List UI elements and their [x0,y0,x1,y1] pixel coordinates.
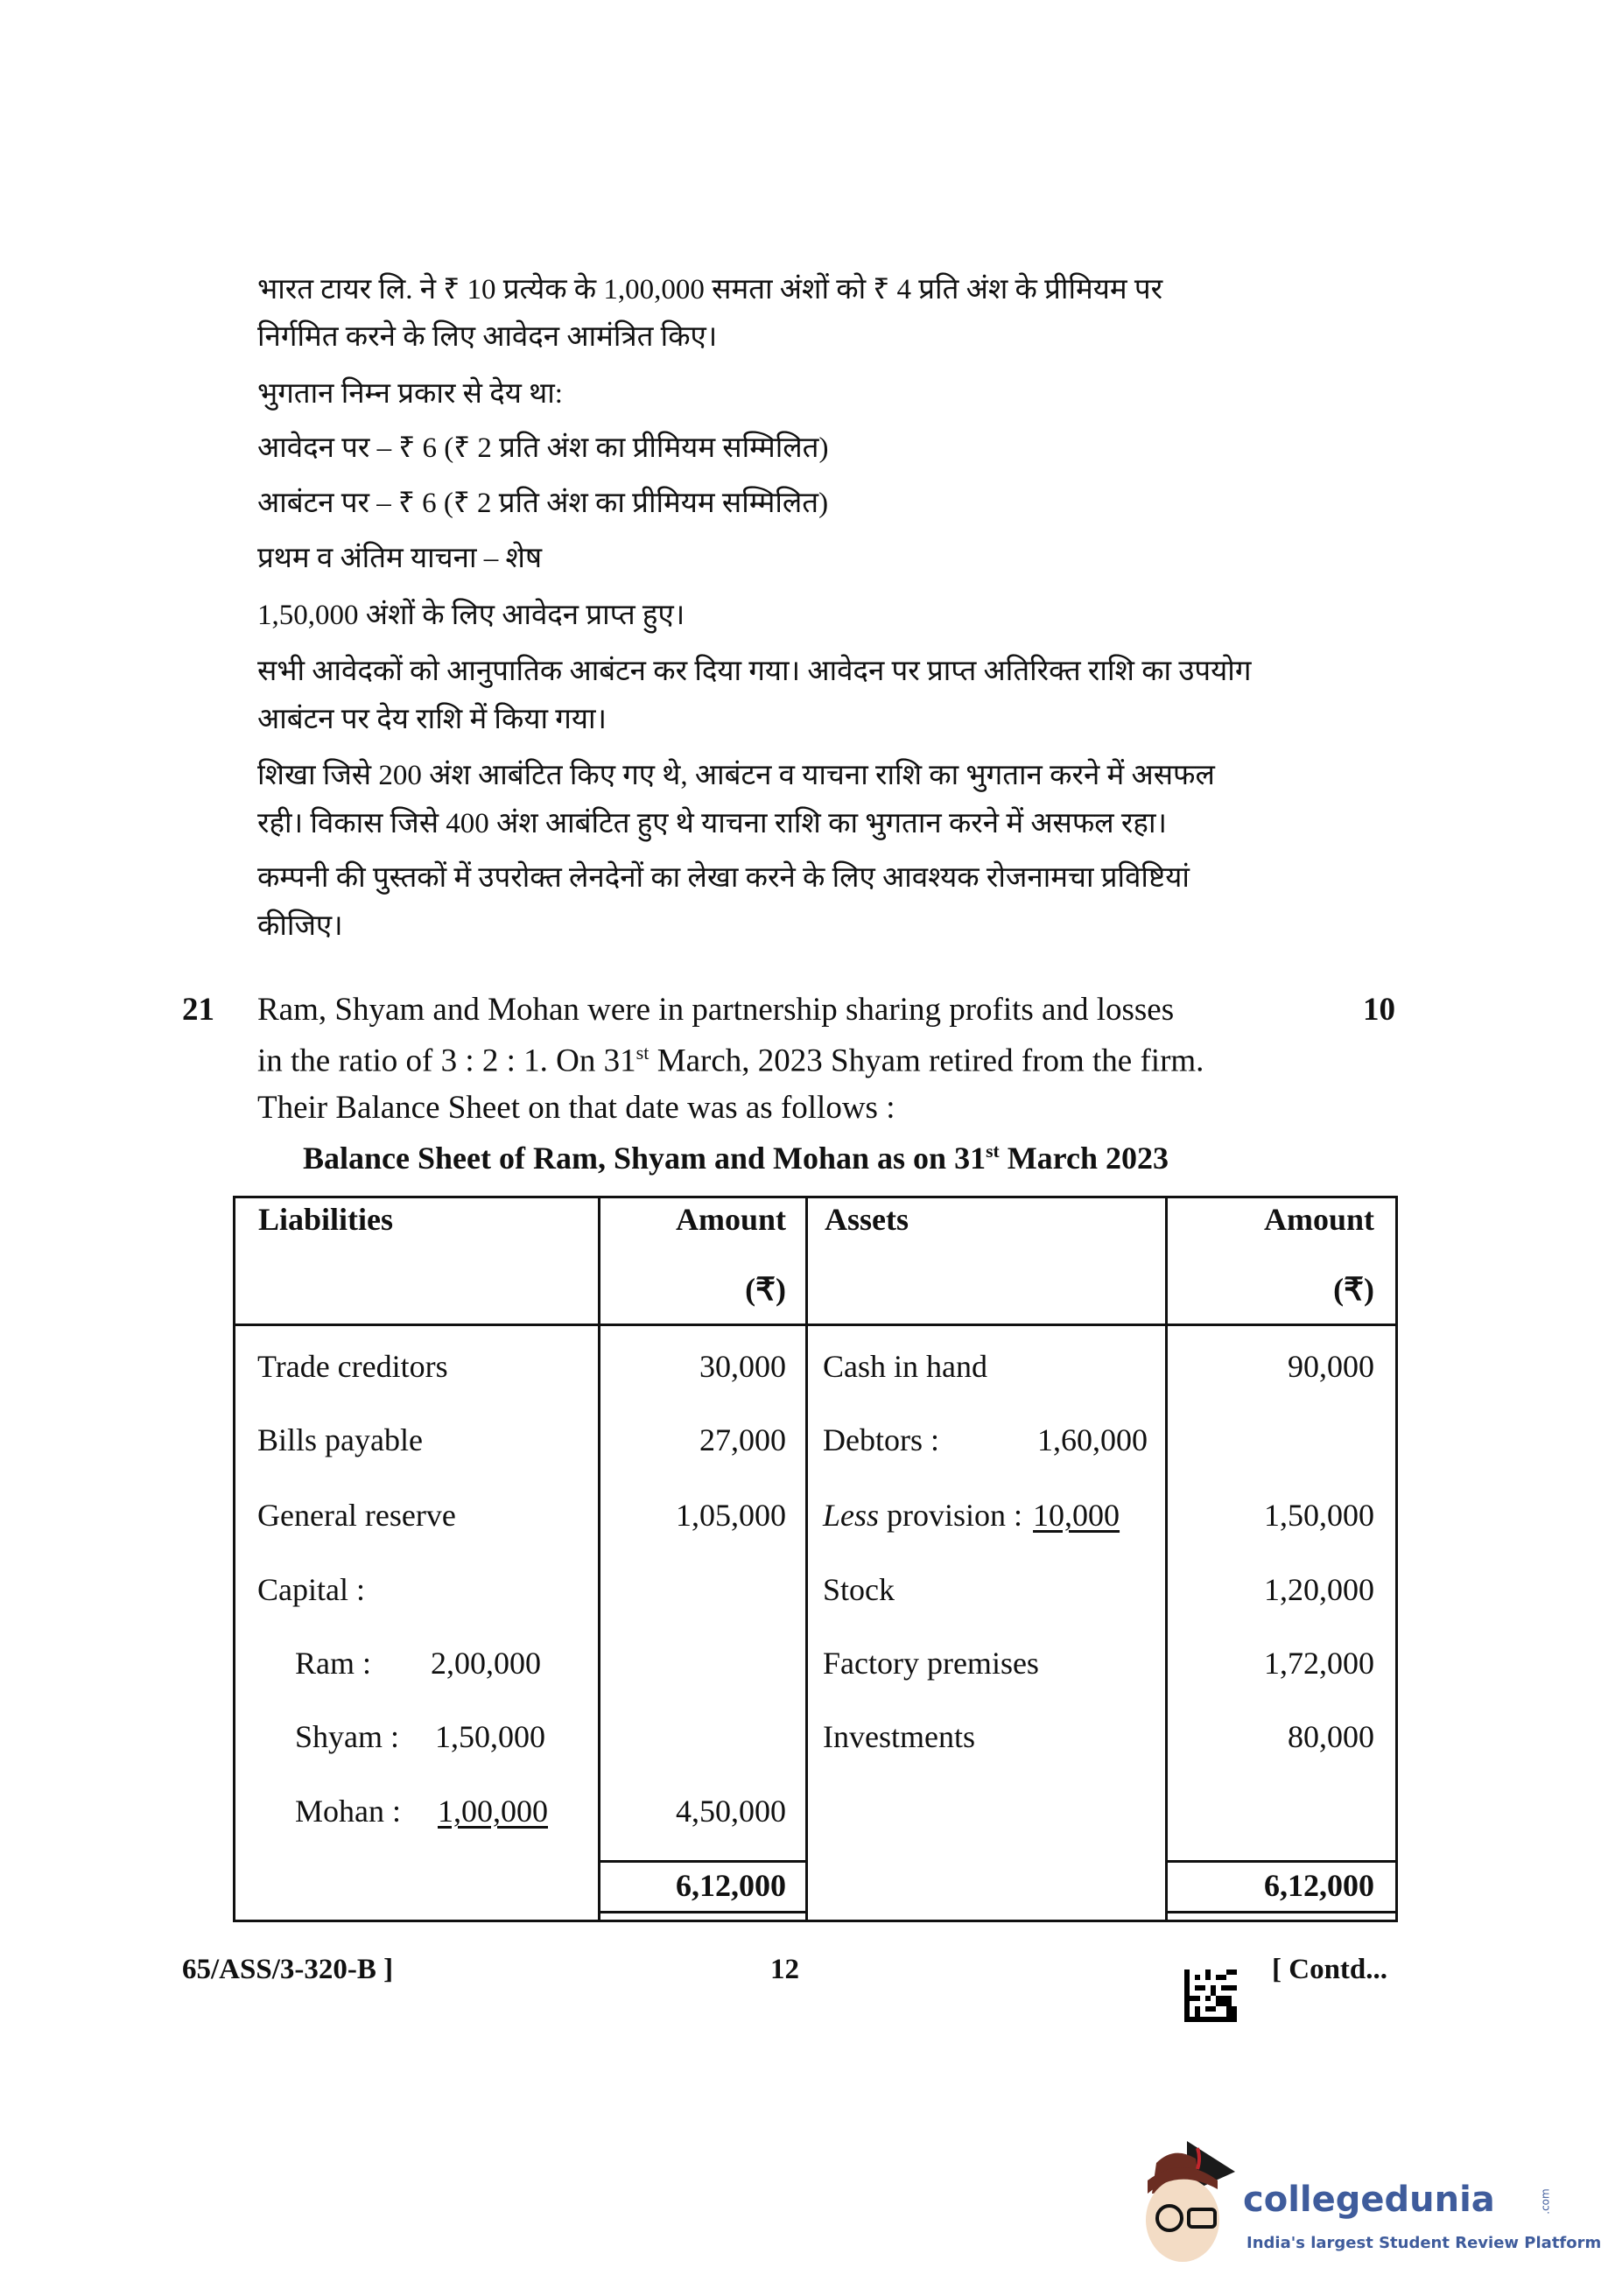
hindi-line: कीजिए। [257,910,343,942]
student-mascot-icon [1134,2141,1248,2264]
question-text-line: Ram, Shyam and Mohan were in partnership sharing profits and losses [257,992,1175,1028]
asset-label: Less provision : [823,1498,1023,1533]
hindi-line: सभी आवेदकों को आनुपातिक आबंटन कर दिया गया। आवेदन पर प्राप्त अतिरिक्त राशि का उपयोग [257,656,1252,687]
hindi-line: निर्गमित करने के लिए आवेदन आमंत्रित किए। [257,321,718,353]
question-marks: 10 [1363,992,1395,1028]
asset-label: Factory premises [823,1646,1039,1681]
header-liabilities: Liabilities [258,1202,394,1237]
asset-amount: 90,000 [1288,1349,1374,1384]
debtors-value: 1,60,000 [1037,1422,1148,1457]
asset-amount: 80,000 [1288,1719,1374,1754]
liabilities-total: 6,12,000 [676,1868,786,1903]
header-currency: (₹) [745,1272,786,1307]
collegedunia-watermark [1134,2141,1601,2264]
capital-label: Capital : [257,1572,365,1607]
question-text-line: Their Balance Sheet on that date was as follows : [257,1090,895,1126]
liability-amount: 27,000 [699,1422,786,1457]
partner-capital: 2,00,000 [431,1646,541,1681]
partner-label: Mohan : [295,1794,401,1829]
liability-label: General reserve [257,1498,456,1533]
liability-amount: 30,000 [699,1349,786,1384]
header-amount: Amount [1263,1202,1374,1237]
asset-label: Debtors : [823,1422,939,1457]
liability-label: Bills payable [257,1422,423,1457]
question-text-line: in the ratio of 3 : 2 : 1. On 31st March, 2023 Shyam retired from the firm. [257,1042,1204,1079]
provision-row [823,1497,1120,1534]
partner-capital: 1,50,000 [435,1719,545,1754]
paper-code: 65/ASS/3-320-B ] [182,1954,394,1985]
capital-total: 4,50,000 [676,1794,786,1829]
hindi-line: शिखा जिसे 200 अंश आबंटित किए गए थे, आबंटन व याचना राशि का भुगतान करने में असफल [257,760,1215,791]
hindi-line: कम्पनी की पुस्तकों में उपरोक्त लेनदेनों का लेखा करने के लिए आवश्यक रोजनामचा प्रविष्टियां [257,862,1190,894]
asset-amount: 1,20,000 [1264,1572,1374,1607]
provision-value: 10,000 [1033,1498,1120,1533]
liability-label: Trade creditors [257,1349,448,1384]
contd-label: [ Contd... [1272,1954,1388,1985]
header-currency: (₹) [1333,1272,1374,1307]
table-title: Balance Sheet of Ram, Shyam and Mohan as on 31st March 2023 [303,1141,1169,1176]
hindi-line: आवेदन पर – ₹ 6 (₹ 2 प्रति अंश का प्रीमियम सम्मिलित) [257,432,829,464]
asset-amount: 1,72,000 [1264,1646,1374,1681]
brand-tld: .com [1539,2188,1552,2215]
asset-label: Stock [823,1572,895,1607]
partner-capital: 1,00,000 [438,1794,548,1829]
brand-name: collegedunia [1243,2180,1495,2220]
partner-label: Shyam : [295,1719,400,1754]
liability-amount: 1,05,000 [676,1498,786,1533]
header-amount: Amount [675,1202,786,1237]
hindi-line: आबंटन पर देय राशि में किया गया। [257,704,607,735]
qr-code-icon [1184,1970,1237,2022]
hindi-line: भुगतान निम्न प्रकार से देय था: [257,378,563,410]
asset-label: Cash in hand [823,1349,987,1384]
hindi-line: रही। विकास जिसे 400 अंश आबंटित हुए थे याचना राशि का भुगतान करने में असफल रहा। [257,808,1168,839]
hindi-line: 1,50,000 अंशों के लिए आवेदन प्राप्त हुए। [257,600,685,631]
partner-label: Ram : [295,1646,371,1681]
hindi-line: प्रथम व अंतिम याचना – शेष [257,543,543,574]
brand-tagline: India's largest Student Review Platform [1246,2234,1601,2252]
asset-amount: 1,50,000 [1264,1498,1374,1533]
hindi-line: भारत टायर लि. ने ₹ 10 प्रत्येक के 1,00,000 समता अंशों को ₹ 4 प्रति अंश के प्रीमियम पर [257,274,1163,305]
question-number: 21 [182,992,214,1028]
page-number: 12 [770,1954,799,1985]
asset-label: Investments [823,1719,975,1754]
hindi-line: आबंटन पर – ₹ 6 (₹ 2 प्रति अंश का प्रीमियम सम्मिलित) [257,488,829,519]
assets-total: 6,12,000 [1264,1868,1374,1903]
header-assets: Assets [825,1202,909,1237]
